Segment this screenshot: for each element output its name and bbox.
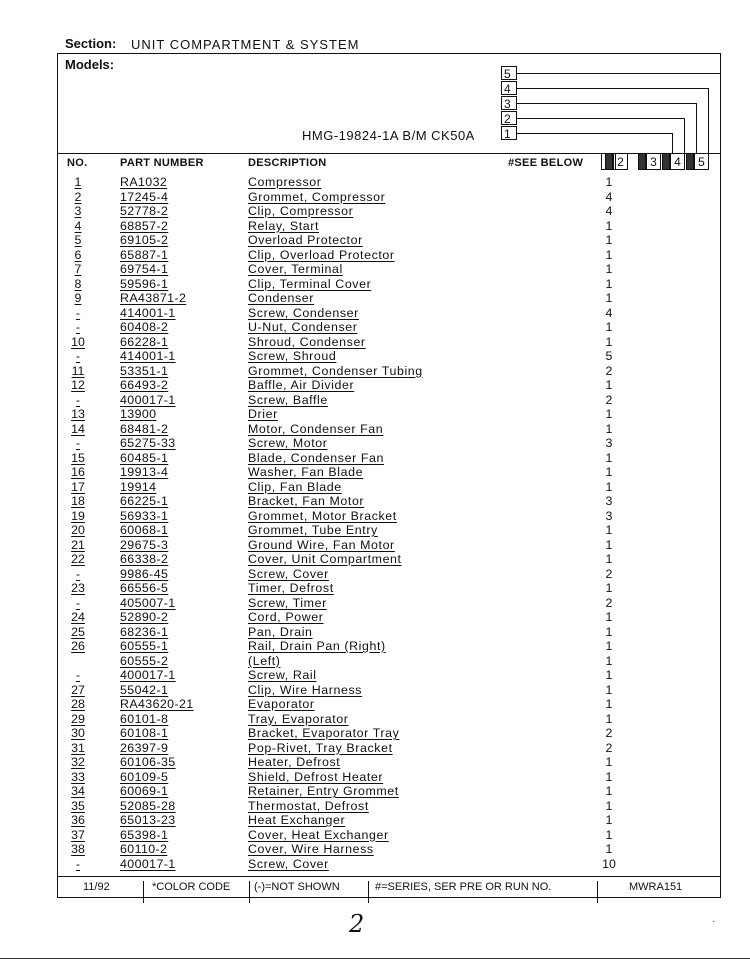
row-part-number: 66493-2 bbox=[120, 378, 169, 392]
row-number: 17 bbox=[71, 479, 85, 494]
row-number: 24 bbox=[71, 610, 85, 624]
row-part-number: RA43871-2 bbox=[120, 291, 187, 305]
row-description: Grommet, Condenser Tubing bbox=[248, 363, 423, 378]
row-description: Heat Exchanger bbox=[248, 813, 346, 827]
row-part-number: 60555-1 bbox=[120, 639, 169, 653]
series-box: 3 bbox=[501, 96, 517, 110]
series-column-shade bbox=[638, 153, 646, 170]
row-number: 15 bbox=[71, 450, 85, 465]
table-row bbox=[57, 697, 721, 712]
row-number: - bbox=[75, 668, 81, 682]
series-leader-line bbox=[517, 88, 708, 89]
table-row bbox=[57, 204, 721, 219]
row-part-number: 52890-2 bbox=[120, 610, 169, 624]
row-number: 27 bbox=[71, 682, 85, 697]
row-part-number: 59596-1 bbox=[120, 276, 169, 291]
table-row bbox=[57, 567, 721, 582]
column-header-see-below: #SEE BELOW bbox=[508, 157, 584, 169]
footer-divider bbox=[368, 881, 369, 903]
row-quantity: 1 bbox=[605, 407, 613, 421]
row-description: Tray, Evaporator bbox=[248, 711, 349, 726]
row-number: - bbox=[75, 856, 81, 871]
row-part-number: 13900 bbox=[120, 407, 157, 421]
series-leader-line bbox=[517, 73, 720, 74]
row-quantity: 1 bbox=[605, 450, 613, 465]
row-quantity: 3 bbox=[605, 436, 613, 450]
table-row bbox=[57, 291, 721, 306]
table-row bbox=[57, 378, 721, 393]
row-number: 23 bbox=[71, 581, 85, 595]
row-part-number: 66228-1 bbox=[120, 334, 169, 349]
row-quantity: 1 bbox=[605, 610, 613, 624]
row-quantity: 1 bbox=[605, 842, 613, 856]
row-description: Evaporator bbox=[248, 697, 315, 711]
row-number: 25 bbox=[71, 624, 85, 639]
row-description: Screw, Shroud bbox=[248, 349, 337, 363]
row-description: Shroud, Condenser bbox=[248, 334, 366, 349]
row-quantity: 1 bbox=[605, 653, 613, 668]
footer-divider bbox=[597, 881, 598, 903]
row-quantity: 1 bbox=[605, 682, 613, 697]
row-number: 7 bbox=[74, 262, 82, 276]
row-quantity: 1 bbox=[605, 537, 613, 552]
row-part-number: 68857-2 bbox=[120, 218, 169, 233]
table-row bbox=[57, 190, 721, 205]
row-quantity: 1 bbox=[605, 639, 613, 653]
row-number: 21 bbox=[71, 537, 85, 552]
row-description: Screw, Rail bbox=[248, 668, 317, 682]
row-number: 11 bbox=[71, 363, 85, 378]
row-part-number: 60069-1 bbox=[120, 784, 169, 798]
series-column-shade bbox=[686, 153, 694, 170]
series-leader-line bbox=[517, 118, 684, 119]
row-description: Screw, Cover bbox=[248, 856, 329, 871]
table-row bbox=[57, 262, 721, 277]
series-column-shade bbox=[662, 153, 670, 170]
row-quantity: 1 bbox=[605, 798, 613, 813]
row-part-number: 66338-2 bbox=[120, 552, 169, 566]
row-quantity: 1 bbox=[605, 175, 613, 189]
row-description: Baffle, Air Divider bbox=[248, 378, 355, 392]
column-header-part-number: PART NUMBER bbox=[120, 157, 204, 169]
row-part-number: 60106-35 bbox=[120, 755, 176, 769]
row-part-number: 65013-23 bbox=[120, 813, 176, 827]
table-row bbox=[57, 451, 721, 466]
table-row bbox=[57, 610, 721, 625]
row-part-number: 69105-2 bbox=[120, 233, 169, 247]
row-quantity: 1 bbox=[605, 624, 613, 639]
row-number: 18 bbox=[71, 494, 85, 508]
row-description: (Left) bbox=[248, 653, 281, 668]
row-description: Bracket, Fan Motor bbox=[248, 494, 365, 508]
row-part-number: 29675-3 bbox=[120, 537, 169, 552]
row-quantity: 3 bbox=[605, 508, 613, 523]
row-number: 31 bbox=[71, 740, 85, 755]
row-description: Clip, Overload Protector bbox=[248, 247, 395, 262]
row-number: 5 bbox=[74, 233, 82, 247]
table-row bbox=[57, 799, 721, 814]
series-box: 2 bbox=[501, 111, 517, 125]
row-part-number: 69754-1 bbox=[120, 262, 169, 276]
row-number: 4 bbox=[74, 218, 82, 233]
bottom-rule bbox=[0, 958, 750, 959]
row-number: 14 bbox=[71, 421, 85, 436]
row-description: Timer, Defrost bbox=[248, 581, 334, 595]
series-leader-line bbox=[517, 133, 672, 134]
row-part-number: 68236-1 bbox=[120, 624, 169, 639]
row-part-number: 56933-1 bbox=[120, 508, 169, 523]
row-part-number: 17245-4 bbox=[120, 189, 169, 204]
row-description: Compressor bbox=[248, 175, 322, 189]
row-quantity: 1 bbox=[605, 262, 613, 276]
table-row bbox=[57, 654, 721, 669]
row-part-number: 26397-9 bbox=[120, 740, 169, 755]
row-part-number: 53351-1 bbox=[120, 363, 169, 378]
model-number: HMG-19824-1A B/M CK50A bbox=[302, 128, 475, 143]
row-description: Shield, Defrost Heater bbox=[248, 769, 384, 784]
footer-doc-id: MWRA151 bbox=[629, 881, 683, 893]
table-row bbox=[57, 726, 721, 741]
row-description: Grommet, Motor Bracket bbox=[248, 508, 397, 523]
table-row bbox=[57, 219, 721, 234]
row-number: 12 bbox=[71, 378, 85, 392]
row-number: 20 bbox=[71, 523, 85, 537]
row-part-number: RA43620-21 bbox=[120, 697, 194, 711]
table-row bbox=[57, 625, 721, 640]
row-number: 16 bbox=[71, 465, 85, 479]
row-part-number: 414001-1 bbox=[120, 349, 176, 363]
row-part-number: 19914 bbox=[120, 479, 157, 494]
row-number: 36 bbox=[71, 813, 85, 827]
row-quantity: 1 bbox=[605, 276, 613, 291]
series-column-5: 5 bbox=[694, 153, 709, 170]
row-number: 34 bbox=[71, 784, 85, 798]
table-row bbox=[57, 349, 721, 364]
row-part-number: 68481-2 bbox=[120, 421, 169, 436]
row-description: Washer, Fan Blade bbox=[248, 465, 364, 479]
series-column-4: 4 bbox=[670, 153, 685, 170]
row-part-number: 60485-1 bbox=[120, 450, 169, 465]
table-row bbox=[57, 842, 721, 857]
row-number: - bbox=[75, 392, 81, 407]
row-part-number: 19913-4 bbox=[120, 465, 169, 479]
row-number: 37 bbox=[71, 827, 85, 842]
table-row bbox=[57, 364, 721, 379]
row-part-number: 60108-1 bbox=[120, 726, 169, 740]
row-part-number: 66225-1 bbox=[120, 494, 169, 508]
table-row bbox=[57, 233, 721, 248]
row-quantity: 1 bbox=[605, 784, 613, 798]
row-description: Clip, Wire Harness bbox=[248, 682, 363, 697]
table-row bbox=[57, 277, 721, 292]
row-part-number: 60555-2 bbox=[120, 653, 169, 668]
footer-divider bbox=[249, 881, 250, 903]
row-quantity: 1 bbox=[605, 233, 613, 247]
table-row bbox=[57, 407, 721, 422]
row-description: Overload Protector bbox=[248, 233, 363, 247]
row-number: 19 bbox=[71, 508, 85, 523]
table-row bbox=[57, 639, 721, 654]
row-quantity: 2 bbox=[605, 726, 613, 740]
row-description: Grommet, Compressor bbox=[248, 189, 386, 204]
table-row bbox=[57, 581, 721, 596]
table-row bbox=[57, 596, 721, 611]
table-row bbox=[57, 306, 721, 321]
series-leader-drop bbox=[708, 88, 709, 153]
footer-divider bbox=[143, 881, 144, 903]
series-column-2: 2 bbox=[613, 153, 628, 170]
row-number: 3 bbox=[74, 204, 82, 218]
row-quantity: 1 bbox=[605, 465, 613, 479]
series-leader-drop bbox=[672, 133, 673, 153]
row-description: Motor, Condenser Fan bbox=[248, 421, 384, 436]
row-quantity: 1 bbox=[605, 581, 613, 595]
row-quantity: 4 bbox=[605, 189, 613, 204]
row-description: Rail, Drain Pan (Right) bbox=[248, 639, 386, 653]
row-description: Clip, Terminal Cover bbox=[248, 276, 372, 291]
row-description: U-Nut, Condenser bbox=[248, 320, 358, 334]
row-part-number: 60101-8 bbox=[120, 711, 169, 726]
footer-date: 11/92 bbox=[83, 881, 110, 893]
row-number: 6 bbox=[74, 247, 82, 262]
table-row bbox=[57, 480, 721, 495]
row-quantity: 1 bbox=[605, 523, 613, 537]
row-description: Cover, Terminal bbox=[248, 262, 343, 276]
row-description: Heater, Defrost bbox=[248, 755, 341, 769]
series-box: 4 bbox=[501, 81, 517, 95]
row-quantity: 1 bbox=[605, 697, 613, 711]
table-row bbox=[57, 175, 721, 190]
row-quantity: 2 bbox=[605, 363, 613, 378]
row-part-number: 60109-5 bbox=[120, 769, 169, 784]
footer-not-shown: (-)=NOT SHOWN bbox=[254, 881, 340, 893]
table-row bbox=[57, 538, 721, 553]
row-number: - bbox=[75, 349, 81, 363]
row-number: 10 bbox=[71, 334, 85, 349]
series-column-3: 3 bbox=[646, 153, 661, 170]
row-number: 26 bbox=[71, 639, 85, 653]
row-part-number: 9986-45 bbox=[120, 566, 169, 581]
table-row bbox=[57, 770, 721, 785]
table-row bbox=[57, 523, 721, 538]
row-quantity: 1 bbox=[605, 813, 613, 827]
row-description: Pop-Rivet, Tray Bracket bbox=[248, 740, 393, 755]
row-description: Screw, Motor bbox=[248, 436, 328, 450]
row-number: - bbox=[75, 436, 81, 450]
footer bbox=[57, 876, 721, 899]
row-quantity: 1 bbox=[605, 711, 613, 726]
row-description: Ground Wire, Fan Motor bbox=[248, 537, 395, 552]
row-number: - bbox=[75, 566, 81, 581]
table-row bbox=[57, 552, 721, 567]
row-number: 13 bbox=[71, 407, 85, 421]
table-row bbox=[57, 494, 721, 509]
column-header-no: NO. bbox=[67, 157, 88, 169]
table-row bbox=[57, 335, 721, 350]
models-label: Models: bbox=[65, 57, 115, 72]
row-number: 30 bbox=[71, 726, 85, 740]
row-quantity: 1 bbox=[605, 334, 613, 349]
row-quantity: 1 bbox=[605, 378, 613, 392]
row-description: Clip, Compressor bbox=[248, 204, 354, 218]
row-quantity: 1 bbox=[605, 320, 613, 334]
row-description: Cover, Unit Compartment bbox=[248, 552, 402, 566]
row-quantity: 1 bbox=[605, 479, 613, 494]
table-row bbox=[57, 784, 721, 799]
row-part-number: 60068-1 bbox=[120, 523, 169, 537]
row-quantity: 5 bbox=[605, 349, 613, 363]
row-description: Screw, Timer bbox=[248, 595, 327, 610]
row-part-number: 414001-1 bbox=[120, 305, 176, 320]
series-box: 5 bbox=[501, 66, 517, 80]
table-row bbox=[57, 393, 721, 408]
row-quantity: 2 bbox=[605, 740, 613, 755]
row-part-number: 405007-1 bbox=[120, 595, 176, 610]
handwritten-page-number: 2 bbox=[349, 910, 365, 938]
table-row bbox=[57, 741, 721, 756]
row-part-number: 65398-1 bbox=[120, 827, 169, 842]
row-description: Screw, Condenser bbox=[248, 305, 359, 320]
row-quantity: 2 bbox=[605, 595, 613, 610]
section-label: Section: bbox=[65, 36, 117, 51]
row-part-number: 400017-1 bbox=[120, 668, 176, 682]
series-leader-line bbox=[517, 103, 696, 104]
row-quantity: 2 bbox=[605, 392, 613, 407]
row-part-number: 400017-1 bbox=[120, 856, 176, 871]
footer-series-note: #=SERIES, SER PRE OR RUN NO. bbox=[375, 881, 552, 893]
table-row bbox=[57, 813, 721, 828]
row-part-number: 60408-2 bbox=[120, 320, 169, 334]
row-part-number: 66556-5 bbox=[120, 581, 169, 595]
table-row bbox=[57, 828, 721, 843]
row-part-number: RA1032 bbox=[120, 175, 168, 189]
row-quantity: 4 bbox=[605, 204, 613, 218]
row-part-number: 400017-1 bbox=[120, 392, 176, 407]
scan-speck: ˙ bbox=[712, 918, 717, 934]
row-part-number: 65275-33 bbox=[120, 436, 176, 450]
row-quantity: 1 bbox=[605, 668, 613, 682]
row-quantity: 4 bbox=[605, 305, 613, 320]
row-quantity: 2 bbox=[605, 566, 613, 581]
series-leader-drop bbox=[684, 118, 685, 153]
row-number: 35 bbox=[71, 798, 85, 813]
row-part-number: 55042-1 bbox=[120, 682, 169, 697]
row-number: 28 bbox=[71, 697, 85, 711]
row-description: Cord, Power bbox=[248, 610, 324, 624]
row-quantity: 1 bbox=[605, 755, 613, 769]
row-description: Cover, Heat Exchanger bbox=[248, 827, 389, 842]
row-description: Cover, Wire Harness bbox=[248, 842, 374, 856]
table-row bbox=[57, 509, 721, 524]
row-description: Blade, Condenser Fan bbox=[248, 450, 384, 465]
row-description: Screw, Cover bbox=[248, 566, 329, 581]
row-number: 2 bbox=[74, 189, 82, 204]
table-row bbox=[57, 422, 721, 437]
row-quantity: 1 bbox=[605, 218, 613, 233]
row-number: 1 bbox=[74, 175, 82, 189]
row-description: Condenser bbox=[248, 291, 315, 305]
section-value: UNIT COMPARTMENT & SYSTEM bbox=[131, 37, 360, 52]
table-row bbox=[57, 668, 721, 683]
row-quantity: 1 bbox=[605, 421, 613, 436]
series-box: 1 bbox=[501, 126, 517, 140]
table-row bbox=[57, 712, 721, 727]
row-number: - bbox=[75, 305, 81, 320]
row-description: Grommet, Tube Entry bbox=[248, 523, 378, 537]
parts-table bbox=[57, 175, 721, 871]
table-row bbox=[57, 683, 721, 698]
row-number: 9 bbox=[74, 291, 82, 305]
row-description: Screw, Baffle bbox=[248, 392, 328, 407]
row-description: Pan, Drain bbox=[248, 624, 313, 639]
footer-color-code: *COLOR CODE bbox=[152, 881, 231, 893]
series-leader-drop bbox=[720, 73, 721, 153]
row-description: Relay, Start bbox=[248, 218, 320, 233]
row-description: Drier bbox=[248, 407, 278, 421]
row-number: 33 bbox=[71, 769, 85, 784]
row-number: 38 bbox=[71, 842, 85, 856]
row-number: - bbox=[75, 320, 81, 334]
row-quantity: 1 bbox=[605, 827, 613, 842]
row-quantity: 10 bbox=[602, 856, 616, 871]
row-quantity: 1 bbox=[605, 291, 613, 305]
row-number: 22 bbox=[71, 552, 85, 566]
row-part-number: 52778-2 bbox=[120, 204, 169, 218]
row-description: Bracket, Evaporator Tray bbox=[248, 726, 400, 740]
row-quantity: 1 bbox=[605, 552, 613, 566]
row-description: Thermostat, Defrost bbox=[248, 798, 369, 813]
row-quantity: 1 bbox=[605, 769, 613, 784]
row-part-number: 52085-28 bbox=[120, 798, 176, 813]
table-row bbox=[57, 248, 721, 263]
row-description: Retainer, Entry Grommet bbox=[248, 784, 399, 798]
row-part-number: 65887-1 bbox=[120, 247, 169, 262]
row-number: - bbox=[75, 595, 81, 610]
table-row bbox=[57, 465, 721, 480]
row-number: 32 bbox=[71, 755, 85, 769]
row-number: 29 bbox=[71, 711, 85, 726]
table-row bbox=[57, 755, 721, 770]
row-description: Clip, Fan Blade bbox=[248, 479, 342, 494]
table-row bbox=[57, 857, 721, 872]
series-leader-drop bbox=[696, 103, 697, 153]
table-row bbox=[57, 320, 721, 335]
table-row bbox=[57, 436, 721, 451]
row-number: 8 bbox=[74, 276, 82, 291]
series-column-shade bbox=[605, 153, 613, 170]
row-quantity: 3 bbox=[605, 494, 613, 508]
column-header-description: DESCRIPTION bbox=[248, 157, 327, 169]
row-quantity: 1 bbox=[605, 247, 613, 262]
row-part-number: 60110-2 bbox=[120, 842, 168, 856]
